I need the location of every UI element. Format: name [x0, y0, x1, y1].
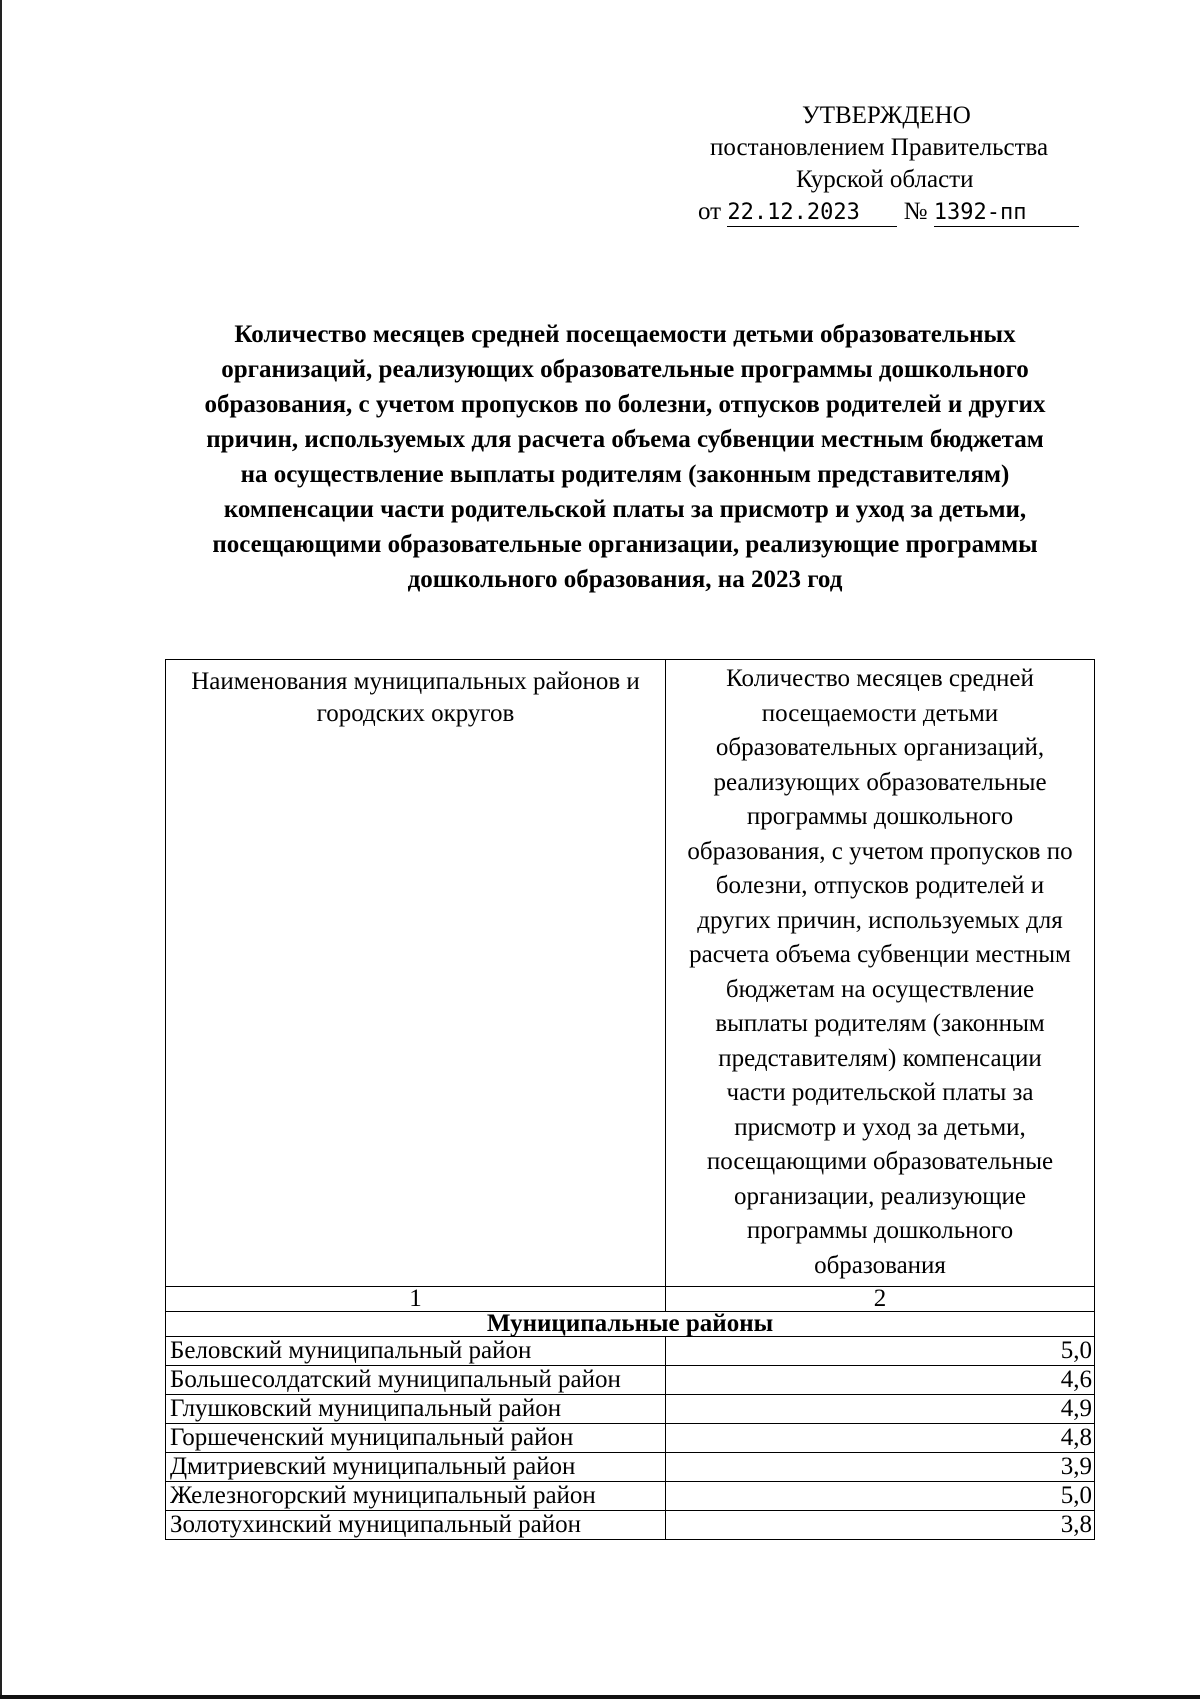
header-line: Количество месяцев средней — [726, 665, 1034, 692]
district-name: Беловский муниципальный район — [166, 1337, 666, 1366]
header-line: бюджетам на осуществление — [725, 975, 1035, 1003]
header-cell-months — [666, 660, 1095, 1287]
district-name: Железногорский муниципальный район — [166, 1482, 666, 1511]
header-line: образования — [814, 1251, 946, 1279]
title-line: причин, используемых для расчета объема субвенции местным бюджетам — [206, 426, 1044, 453]
title-line: на осуществление выплаты родителям (законным представителям) — [240, 461, 1010, 488]
approval-stamp — [690, 100, 1110, 228]
header-line: расчета объема субвенции местным — [689, 941, 1071, 968]
header-line: посещающими образовательные — [706, 1148, 1054, 1175]
column-number-row — [166, 1287, 1095, 1312]
district-name: Дмитриевский муниципальный район — [166, 1453, 666, 1482]
months-value: 3,9 — [666, 1453, 1095, 1482]
header-line: выплаты родителям (законным — [715, 1010, 1045, 1037]
header-line: городских округов — [316, 700, 515, 727]
header-line: программы дошкольного — [746, 803, 1014, 830]
header-line: представителям) компенсации — [718, 1044, 1042, 1072]
table-row — [166, 1366, 1095, 1395]
scan-edge-bottom — [0, 1695, 1200, 1699]
approval-region: Курской области — [796, 166, 974, 193]
header-line: других причин, используемых для — [697, 906, 1063, 934]
table-row — [166, 1511, 1095, 1540]
date-prefix: от — [698, 198, 722, 225]
header-cell-names — [166, 660, 666, 1287]
header-line: образовательных организаций, — [715, 734, 1045, 761]
table-row — [166, 1424, 1095, 1453]
title-line: организаций, реализующих образовательные программы дошкольного — [221, 356, 1029, 383]
months-value: 4,6 — [666, 1366, 1095, 1395]
table-row — [166, 1482, 1095, 1511]
header-line: части родительской платы за — [726, 1079, 1034, 1106]
months-value: 3,8 — [666, 1511, 1095, 1540]
months-value: 4,9 — [666, 1395, 1095, 1424]
header-line: присмотр и уход за детьми, — [734, 1113, 1026, 1141]
header-line: реализующих образовательные — [713, 768, 1047, 796]
district-name: Золотухинский муниципальный район — [166, 1511, 666, 1540]
title-line: образования, с учетом пропусков по болезни, отпусков родителей и других — [204, 391, 1046, 418]
column-number: 1 — [166, 1287, 666, 1312]
months-value: 5,0 — [666, 1337, 1095, 1366]
number-prefix: № — [903, 198, 928, 225]
title-line: посещающими образовательные организации, реализующие программы — [212, 531, 1038, 558]
table-header-row — [166, 660, 1095, 1287]
approval-number: 1392-пп — [934, 200, 1079, 227]
title-line: Количество месяцев средней посещаемости детьми образовательных — [234, 321, 1016, 348]
header-line: посещаемости детьми — [761, 699, 999, 727]
district-name: Горшеченский муниципальный район — [166, 1424, 666, 1453]
table-row — [166, 1395, 1095, 1424]
header-line: Наименования муниципальных районов и — [191, 668, 640, 695]
district-name: Глушковский муниципальный район — [166, 1395, 666, 1424]
approval-date-number — [690, 196, 1110, 228]
document-title — [160, 317, 1090, 597]
column-number: 2 — [666, 1287, 1095, 1312]
table-row — [166, 1337, 1095, 1366]
header-line: образования, с учетом пропусков по — [687, 837, 1073, 865]
approval-resolution: постановлением Правительства — [710, 134, 1049, 161]
title-line: компенсации части родительской платы за присмотр и уход за детьми, — [223, 496, 1027, 523]
scan-edge-left — [0, 0, 2, 1699]
header-line: организации, реализующие — [733, 1182, 1027, 1210]
approval-date: 22.12.2023 — [727, 200, 897, 227]
district-name: Большесолдатский муниципальный район — [166, 1366, 666, 1395]
months-value: 4,8 — [666, 1424, 1095, 1453]
months-value: 5,0 — [666, 1482, 1095, 1511]
table-row — [166, 1453, 1095, 1482]
approval-heading: УТВЕРЖДЕНО — [802, 102, 971, 129]
header-line: болезни, отпусков родителей и — [715, 872, 1045, 899]
section-row — [166, 1312, 1095, 1337]
header-line: программы дошкольного — [746, 1217, 1014, 1244]
attendance-table — [165, 659, 1095, 1540]
section-title: Муниципальные районы — [166, 1312, 1095, 1337]
title-line: дошкольного образования, на 2023 год — [407, 566, 843, 593]
